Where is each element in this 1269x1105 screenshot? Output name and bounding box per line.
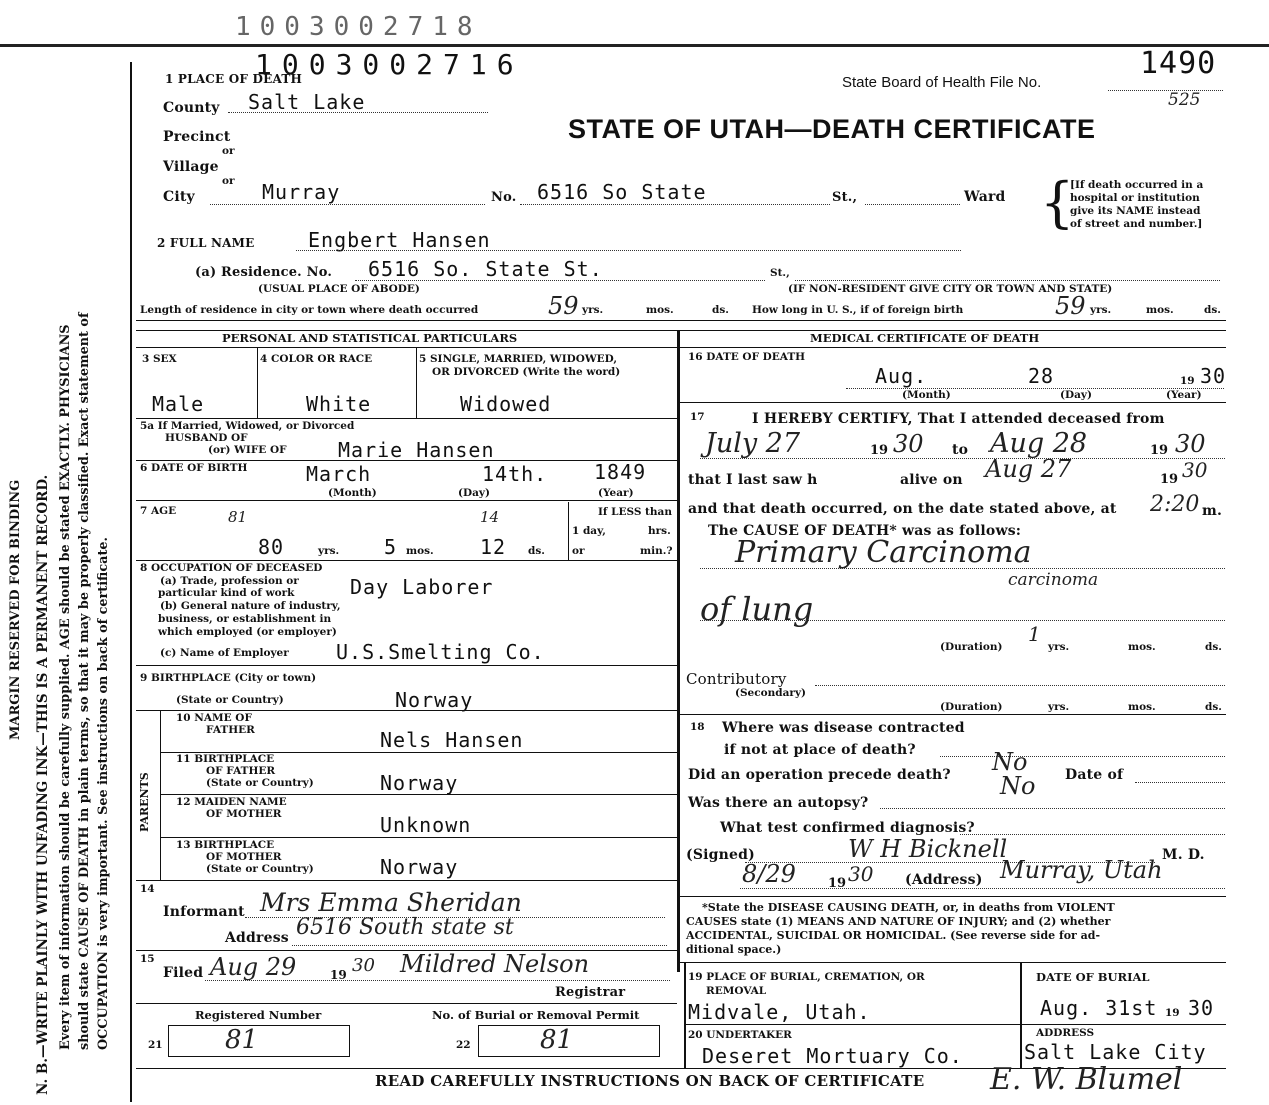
signed-19: 19 [828, 876, 847, 891]
length-line [136, 320, 1226, 321]
undertaker-address-value: Salt Lake City [1024, 1040, 1207, 1064]
age-mos-cap: mos. [406, 545, 434, 557]
spouse-label-3: (or) WIFE OF [208, 444, 287, 456]
row6-line [136, 500, 677, 501]
spouse-label-2: HUSBAND OF [165, 432, 248, 444]
to-19: 19 [1150, 443, 1169, 458]
mother-bp-1: 13 BIRTHPLACE [176, 839, 275, 851]
burial-place-label-2: REMOVAL [706, 985, 767, 997]
full-name-line [296, 250, 961, 251]
burial-date-divider [1020, 962, 1022, 1068]
duration-label-2: (Duration) [940, 701, 1003, 713]
section-heading-line [136, 347, 1226, 348]
top-edge-line [0, 44, 1269, 47]
file-label: State Board of Health File No. [842, 74, 1042, 91]
brace-icon: { [1040, 171, 1075, 234]
sex-value: Male [152, 392, 205, 416]
autopsy-label: Was there an autopsy? [688, 795, 869, 811]
street-value: 6516 So State [537, 180, 707, 204]
village-label: Village [163, 159, 219, 175]
filed-line [205, 980, 670, 981]
dod-month: Aug. [875, 364, 928, 388]
marital-value: Widowed [460, 392, 552, 416]
dob-year-cap: (Year) [598, 487, 634, 499]
residence-line [355, 280, 765, 281]
from-year: 30 [893, 430, 924, 458]
dob-month-cap: (Month) [328, 487, 377, 499]
father-bp-3: (State or Country) [206, 777, 314, 789]
autopsy-answer: No [1000, 772, 1036, 800]
how-long-label: How long in U. S., if of foreign birth [752, 304, 964, 316]
note-4: of street and number.] [1070, 218, 1203, 230]
precinct-label: Precinct [163, 129, 231, 145]
burial-date-label: DATE OF BURIAL [1036, 970, 1150, 984]
age-ds-cap: ds. [528, 545, 545, 557]
margin-line3: Every item of information should be carefully supplied. AGE should be stated EXACTLY. PHYSICIANS [58, 324, 73, 1050]
age-yrs-cap: yrs. [318, 545, 340, 557]
occ-a1: (a) Trade, profession or [160, 575, 299, 587]
footnote-2: CAUSES state (1) MEANS AND NATURE OF INJURY; and (2) whether [686, 915, 1111, 928]
birthplace-label: 9 BIRTHPLACE (City or town) [140, 672, 317, 684]
note-3: give its NAME instead [1070, 205, 1201, 217]
occ-label: 8 OCCUPATION OF DECEASED [140, 562, 323, 574]
where-2: if not at place of death? [724, 742, 916, 758]
occ-b1: (b) General nature of industry, [160, 600, 341, 612]
address-label: Address [225, 930, 289, 946]
father-label-2: FATHER [206, 724, 255, 736]
secondary-label: (Secondary) [735, 687, 807, 699]
operation-answer: No [992, 748, 1028, 776]
length-value: 59 [548, 292, 579, 320]
duration-mos: mos. [1128, 641, 1156, 653]
age-note-2: 14 [480, 508, 500, 526]
filed-value: Aug 29 [210, 953, 297, 981]
residence-value: 6516 So. State St. [368, 257, 603, 281]
occ-value: Day Laborer [350, 575, 494, 599]
mother-bp-3: (State or Country) [206, 863, 314, 875]
spouse-label-1: 5a If Married, Widowed, or Divorced [140, 420, 355, 432]
alive-date: Aug 27 [985, 455, 1072, 483]
mother-bp-value: Norway [380, 855, 459, 879]
ward-gap-line [865, 204, 960, 205]
duration-label: (Duration) [940, 641, 1003, 653]
autopsy-line [880, 808, 1225, 809]
alive-on: alive on [900, 472, 963, 488]
dob-day-cap: (Day) [458, 487, 490, 499]
employer-value: U.S.Smelting Co. [336, 640, 545, 664]
death-time: 2:20 [1150, 492, 1200, 517]
sex-divider [257, 348, 258, 418]
father-bp-1: 11 BIRTHPLACE [176, 753, 275, 765]
footer-instructions: READ CAREFULLY INSTRUCTIONS ON BACK OF CERTIFICATE [375, 1072, 925, 1090]
file-line [1108, 90, 1223, 91]
age-note-1: 81 [228, 508, 248, 526]
burial-divider [684, 962, 686, 1068]
row17-line [678, 714, 1226, 715]
father-label-1: 10 NAME OF [176, 712, 252, 724]
item-14: 14 [140, 883, 155, 895]
age-days: 12 [480, 535, 507, 559]
row5-line [136, 418, 677, 419]
registrar-label: Registrar [555, 985, 626, 1000]
burial-19: 19 [1165, 1007, 1180, 1019]
father-value: Nels Hansen [380, 728, 524, 752]
color-value: White [306, 392, 372, 416]
item-22: 22 [456, 1039, 471, 1051]
footnote-4: ditional space.) [686, 943, 782, 956]
full-name-value: Engbert Hansen [308, 228, 491, 252]
signed-label: (Signed) [686, 847, 755, 863]
place-heading: 1 PLACE OF DEATH [165, 72, 302, 86]
attended-to: Aug 28 [990, 428, 1088, 459]
usual-caption: (USUAL PLACE OF ABODE) [258, 283, 420, 295]
certify-text: I HEREBY CERTIFY, That I attended deceased from [752, 411, 1165, 427]
residence-st: St., [770, 267, 790, 279]
cause-label: The CAUSE OF DEATH* was as follows: [708, 523, 1022, 539]
or-2: or [222, 175, 235, 187]
city-line [210, 204, 485, 205]
burial-num-label: No. of Burial or Removal Permit [432, 1008, 640, 1022]
medical-heading: MEDICAL CERTIFICATE OF DEATH [810, 331, 1040, 345]
father-bp-value: Norway [380, 771, 459, 795]
operation-label: Did an operation precede death? [688, 767, 951, 783]
to-year: 30 [1175, 430, 1206, 458]
filed-label: Filed [163, 965, 204, 981]
city-value: Murray [262, 180, 341, 204]
attended-line [700, 458, 1225, 459]
mother-value: Unknown [380, 813, 472, 837]
row8-line [136, 665, 677, 666]
burial-date-value: Aug. 31st [1040, 996, 1158, 1020]
filed-year: 30 [352, 955, 375, 976]
occ-b2: business, or establishment in [158, 613, 332, 625]
test-label: What test confirmed diagnosis? [720, 820, 975, 836]
physician-address: Murray, Utah [1000, 856, 1163, 884]
address-value: 6516 South state st [296, 915, 514, 940]
less-label-1: If LESS than [598, 506, 672, 518]
county-value: Salt Lake [248, 90, 366, 114]
informant-value: Mrs Emma Sheridan [260, 888, 522, 917]
dod-day-cap: (Day) [1060, 389, 1092, 401]
street-line [520, 204, 830, 205]
age-years: 80 [258, 535, 285, 559]
full-name-label: 2 FULL NAME [157, 236, 255, 250]
item-17: 17 [690, 411, 705, 423]
last-saw: that I last saw h [688, 472, 818, 488]
where-line [940, 756, 1225, 757]
length-mos: mos. [646, 304, 674, 316]
footnote-3: ACCIDENTAL, SUICIDAL OR HOMICIDAL. (See reverse side for ad- [686, 929, 1101, 942]
cause-1: Primary Carcinoma [735, 535, 1032, 570]
length-yrs: yrs. [582, 304, 604, 316]
cause-line-2 [700, 620, 1225, 621]
informant-label: Informant [163, 904, 245, 920]
address-line [292, 945, 667, 946]
dod-year-cap: (Year) [1166, 389, 1202, 401]
how-long-yrs: yrs. [1090, 304, 1112, 316]
dob-year: 1849 [594, 460, 647, 484]
signed-date: 8/29 [742, 860, 796, 888]
parents-label: PARENTS [138, 772, 151, 832]
dod-month-cap: (Month) [902, 389, 951, 401]
item-18: 18 [690, 721, 705, 733]
row13-line [136, 880, 677, 881]
age-less-divider [568, 502, 569, 560]
attended-from: July 27 [705, 428, 801, 459]
row-footnote-line [678, 962, 1226, 963]
age-label: 7 AGE [140, 505, 177, 517]
address-label-md: (Address) [905, 872, 983, 888]
length-ds: ds. [712, 304, 729, 316]
or-1: or [222, 145, 235, 157]
burial-place-value: Midvale, Utah. [688, 1000, 871, 1024]
dod-year: 30 [1200, 364, 1227, 388]
item-21: 21 [148, 1039, 163, 1051]
sex-label: 3 SEX [142, 353, 177, 365]
signed-year: 30 [848, 862, 874, 886]
footnote-1: *State the DISEASE CAUSING DEATH, or, in deaths from VIOLENT [702, 901, 1115, 914]
margin-line4: should state CAUSE OF DEATH in plain terms, so that it may be properly classified. Exact statement of [77, 312, 92, 1050]
cause-2: of lung [700, 590, 814, 628]
note-1: [If death occurred in a [1070, 179, 1204, 191]
operation-line [1135, 782, 1225, 783]
row11-line [160, 794, 677, 795]
color-label: 4 COLOR OR RACE [260, 353, 373, 365]
personal-heading: PERSONAL AND STATISTICAL PARTICULARS [222, 331, 518, 345]
to-label: to [952, 442, 969, 458]
how-long-mos: mos. [1146, 304, 1174, 316]
burial-year: 30 [1188, 996, 1215, 1020]
dod-day: 28 [1028, 364, 1055, 388]
registrar-signature: Mildred Nelson [400, 950, 590, 978]
duration-yrs-2: yrs. [1048, 701, 1070, 713]
undertaker-address-label: ADDRESS [1036, 1027, 1095, 1039]
filed-19: 19 [330, 968, 347, 982]
death-occurred: and that death occurred, on the date stated above, at [688, 501, 1117, 517]
stamp-top-number: 1003002718 [235, 12, 482, 42]
duration-yrs: yrs. [1048, 641, 1070, 653]
margin-line5: OCCUPATION is very important. See instructions on back of certificate. [96, 537, 111, 1050]
how-long-value: 59 [1055, 292, 1086, 320]
alive-19: 19 [1160, 472, 1179, 487]
st-label: St., [832, 190, 858, 205]
how-long-ds: ds. [1204, 304, 1221, 316]
file-number-2: 525 [1168, 90, 1201, 110]
less-label-2: 1 day, [572, 525, 606, 537]
row9-line [136, 710, 677, 711]
signed-date-line [740, 888, 1225, 889]
row15-line [136, 1003, 677, 1004]
burial-place-label-1: 19 PLACE OF BURIAL, CREMATION, OR [688, 971, 925, 983]
death-time-unit: m. [1202, 503, 1223, 519]
certificate-title: STATE OF UTAH—DEATH CERTIFICATE [568, 114, 1096, 144]
employer-label: (c) Name of Employer [160, 647, 289, 659]
birthplace-sub: (State or Country) [176, 694, 284, 706]
burial-num-value: 81 [540, 1025, 574, 1055]
mother-bp-2: OF MOTHER [206, 851, 282, 863]
where-1: Where was disease contracted [722, 720, 965, 736]
physician-signature: W H Bicknell [848, 835, 1008, 863]
undertaker-signature: E. W. Blumel [990, 1062, 1183, 1097]
margin-nb: N. B.—WRITE PLAINLY WITH UNFADING INK—THIS IS A PERMANENT RECORD. [35, 474, 51, 1095]
less-or: or [572, 545, 585, 557]
birthplace-value: Norway [395, 688, 474, 712]
contributory-line [815, 685, 1225, 686]
city-label: City [163, 189, 195, 205]
spouse-value: Marie Hansen [338, 438, 495, 462]
contributory-label: Contributory [686, 670, 787, 688]
county-line [228, 112, 488, 113]
margin-binding: MARGIN RESERVED FOR BINDING [8, 479, 23, 740]
duration-value: 1 [1028, 622, 1041, 646]
no-label: No. [491, 190, 517, 205]
duration-mos-2: mos. [1128, 701, 1156, 713]
reg-num-label: Registered Number [195, 1008, 322, 1022]
county-label: County [163, 100, 220, 116]
reg-num-box [168, 1025, 350, 1057]
duration-ds: ds. [1205, 641, 1222, 653]
note-2: hospital or institution [1070, 192, 1200, 204]
marital-label-2: OR DIVORCED (Write the word) [432, 366, 621, 378]
left-border [130, 62, 132, 1102]
alive-year: 30 [1182, 458, 1208, 482]
nonres-caption: (IF NON-RESIDENT GIVE CITY OR TOWN AND STATE) [788, 283, 1113, 295]
residence-label: (a) Residence. No. [195, 265, 333, 280]
occ-a2: particular kind of work [158, 587, 295, 599]
undertaker-value: Deseret Mortuary Co. [702, 1044, 963, 1068]
row7-line [136, 560, 677, 561]
md-label: M. D. [1162, 847, 1205, 863]
mother-label-1: 12 MAIDEN NAME [176, 796, 287, 808]
cause-line-1 [700, 568, 1225, 569]
race-divider [416, 348, 417, 418]
ward-label: Ward [964, 189, 1006, 205]
length-label: Length of residence in city or town where death occurred [140, 304, 479, 316]
stamp-number: 1003002716 [255, 48, 524, 81]
marital-label: 5 SINGLE, MARRIED, WIDOWED, [419, 353, 618, 365]
parents-divider [160, 710, 161, 880]
from-19: 19 [870, 443, 889, 458]
dod-19: 19 [1180, 375, 1195, 387]
center-divider [677, 330, 680, 972]
dod-label: 16 DATE OF DEATH [688, 351, 806, 363]
dob-day: 14th. [482, 462, 548, 486]
father-bp-2: OF FATHER [206, 765, 276, 777]
less-min: min.? [640, 545, 673, 557]
age-months: 5 [384, 535, 398, 559]
occ-b3: which employed (or employer) [158, 626, 337, 638]
file-number: 1490 [1140, 46, 1217, 81]
row18-line [678, 896, 1226, 897]
less-hrs: hrs. [648, 525, 671, 537]
dob-month: March [306, 462, 372, 486]
undertaker-label: 20 UNDERTAKER [688, 1029, 792, 1041]
cause-1b: carcinoma [1008, 570, 1099, 590]
reg-num-value: 81 [225, 1025, 259, 1055]
row19-line [684, 1024, 1226, 1025]
residence-line-2 [795, 280, 1220, 281]
row12-line [160, 837, 677, 838]
date-of-label: Date of [1065, 767, 1124, 783]
duration-ds-2: ds. [1205, 701, 1222, 713]
item-15: 15 [140, 953, 155, 965]
row16-line [678, 402, 1226, 403]
dob-label: 6 DATE OF BIRTH [140, 462, 248, 474]
mother-label-2: OF MOTHER [206, 808, 282, 820]
